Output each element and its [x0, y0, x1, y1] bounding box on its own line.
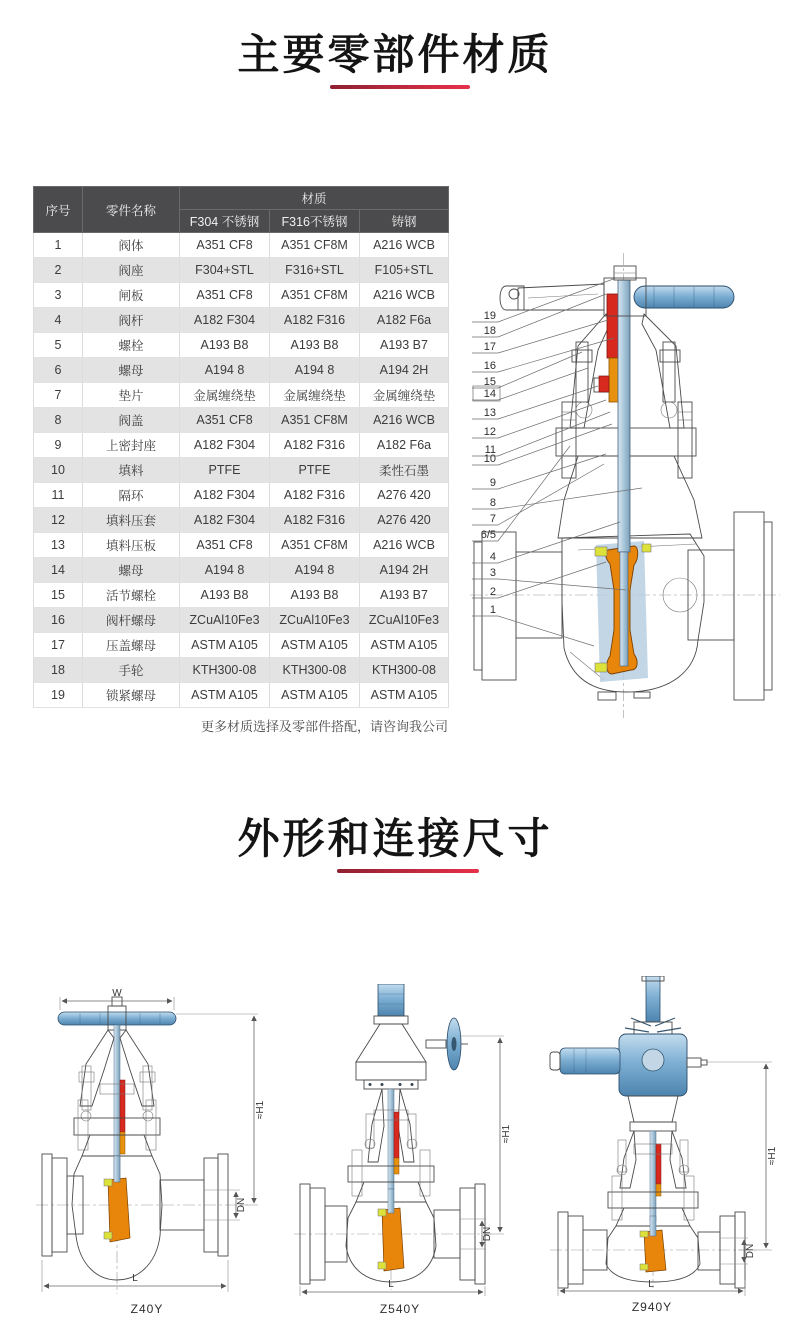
table-cell: A182 F6a [360, 308, 449, 333]
dimensions-title-underline [337, 869, 479, 873]
dimensions-title: 外形和连接尺寸 [237, 815, 553, 862]
dim-l-label: L [132, 1273, 138, 1284]
table-cell: 金属缠绕垫 [270, 383, 360, 408]
table-cell: 阀盖 [83, 408, 180, 433]
table-cell: 4 [34, 308, 83, 333]
drawing-name-z940y: Z940Y [631, 1300, 673, 1314]
table-cell: 阀体 [83, 233, 180, 258]
materials-note: 更多材质选择及零部件搭配，请咨询我公司 [200, 719, 448, 734]
table-cell: A216 WCB [360, 283, 449, 308]
table-cell: ZCuAl10Fe3 [270, 608, 360, 633]
drawing-z40y [22, 984, 272, 1316]
table-cell: PTFE [270, 458, 360, 483]
table-cell: 上密封座 [83, 433, 180, 458]
gate [382, 1208, 404, 1271]
table-cell: A194 8 [270, 358, 360, 383]
table-cell: 19 [34, 683, 83, 708]
electric-actuator [550, 976, 707, 1131]
dim-h1-label: ≈H1 [767, 1146, 778, 1166]
part-number: 10 [483, 453, 496, 465]
table-cell: A216 WCB [360, 233, 449, 258]
table-cell: KTH300-08 [270, 658, 360, 683]
table-row [34, 283, 449, 308]
table-row [34, 458, 449, 483]
table-cell: 闸板 [83, 283, 180, 308]
valve-cross-section-diagram [458, 250, 790, 724]
table-cell: A351 CF8 [180, 233, 270, 258]
table-cell: A193 B8 [180, 583, 270, 608]
table-cell: 9 [34, 433, 83, 458]
table-cell: 16 [34, 608, 83, 633]
table-cell: ASTM A105 [270, 633, 360, 658]
part-number: 16 [483, 360, 496, 372]
part-number: 17 [483, 341, 496, 353]
table-row [34, 233, 449, 258]
seat-ring [595, 663, 607, 672]
table-cell: KTH300-08 [360, 658, 449, 683]
dim-dn-label: DN [236, 1197, 247, 1213]
part-number: 2 [489, 586, 496, 598]
table-cell: 活节螺栓 [83, 583, 180, 608]
dim-h1-label: ≈H1 [255, 1100, 266, 1120]
table-cell: 10 [34, 458, 83, 483]
stem [618, 280, 630, 552]
table-cell: A351 CF8 [180, 533, 270, 558]
table-cell: ASTM A105 [180, 683, 270, 708]
col-header-part: 零件名称 [83, 187, 180, 233]
table-cell: 锁紧螺母 [83, 683, 180, 708]
parts-table-container [33, 186, 448, 708]
table-row [34, 508, 449, 533]
part-number: 12 [483, 426, 496, 438]
table-cell: ASTM A105 [360, 683, 449, 708]
table-cell: 压盖螺母 [83, 633, 180, 658]
table-cell: 3 [34, 283, 83, 308]
part-number: 14 [483, 388, 496, 400]
table-cell: ZCuAl10Fe3 [360, 608, 449, 633]
part-number: 1 [489, 604, 496, 616]
stem [388, 1089, 394, 1189]
table-cell: A193 B8 [270, 333, 360, 358]
part-number: 4 [489, 551, 496, 563]
table-cell: A194 8 [270, 558, 360, 583]
table-cell: A216 WCB [360, 533, 449, 558]
seat-ring [595, 547, 607, 556]
table-cell: F304+STL [180, 258, 270, 283]
table-cell: A182 F304 [180, 483, 270, 508]
table-cell: A193 B7 [360, 333, 449, 358]
table-cell: 手轮 [83, 658, 180, 683]
table-cell: 15 [34, 583, 83, 608]
table-cell: 11 [34, 483, 83, 508]
table-cell: A182 F6a [360, 433, 449, 458]
table-cell: 7 [34, 383, 83, 408]
table-row [34, 433, 449, 458]
drawing-z540y [282, 984, 518, 1316]
table-cell: 18 [34, 658, 83, 683]
col-header-f304: F304 不锈钢 [180, 210, 270, 233]
materials-title: 主要零部件材质 [237, 31, 553, 78]
table-row [34, 383, 449, 408]
dim-w-label: W [112, 988, 122, 999]
table-cell: A351 CF8 [180, 283, 270, 308]
drawing-name-z540y: Z540Y [379, 1302, 421, 1316]
table-cell: 垫片 [83, 383, 180, 408]
part-number: 6/5 [480, 529, 496, 541]
table-cell: ZCuAl10Fe3 [180, 608, 270, 633]
table-row [34, 658, 449, 683]
col-header-no: 序号 [34, 187, 83, 233]
table-cell: 阀杆 [83, 308, 180, 333]
drawing-name-z40y: Z40Y [130, 1302, 164, 1316]
table-cell: KTH300-08 [180, 658, 270, 683]
table-cell: A182 F316 [270, 508, 360, 533]
gland-red [599, 376, 609, 392]
table-cell: A182 F304 [180, 433, 270, 458]
table-cell: A182 F304 [180, 508, 270, 533]
table-row [34, 483, 449, 508]
table-row [34, 683, 449, 708]
table-cell: F316+STL [270, 258, 360, 283]
table-cell: 金属缠绕垫 [180, 383, 270, 408]
table-cell: A194 8 [180, 558, 270, 583]
table-cell: A182 F316 [270, 483, 360, 508]
part-number: 19 [483, 310, 496, 322]
table-cell: 14 [34, 558, 83, 583]
table-cell: 1 [34, 233, 83, 258]
table-cell: 12 [34, 508, 83, 533]
part-number: 9 [489, 477, 496, 489]
table-cell: A216 WCB [360, 408, 449, 433]
parts-table-body [34, 233, 449, 708]
table-cell: A351 CF8M [270, 408, 360, 433]
table-row [34, 633, 449, 658]
table-row [34, 583, 449, 608]
table-cell: A351 CF8M [270, 283, 360, 308]
table-cell: ASTM A105 [270, 683, 360, 708]
table-row [34, 333, 449, 358]
dim-l-label: L [388, 1279, 394, 1290]
table-cell: A351 CF8 [180, 408, 270, 433]
table-row [34, 358, 449, 383]
bevel-gear-actuator [356, 984, 468, 1089]
stem [650, 1131, 656, 1221]
part-number: 3 [489, 567, 496, 579]
table-cell: A194 8 [180, 358, 270, 383]
table-cell: A182 F304 [180, 308, 270, 333]
table-cell: A351 CF8M [270, 533, 360, 558]
parts-table [33, 186, 449, 708]
table-cell: A276 420 [360, 508, 449, 533]
motor [560, 1048, 620, 1074]
table-cell: 2 [34, 258, 83, 283]
table-row [34, 408, 449, 433]
table-cell: 填料压套 [83, 508, 180, 533]
part-number: 18 [483, 325, 496, 337]
table-cell: 螺栓 [83, 333, 180, 358]
table-cell: 填料压板 [83, 533, 180, 558]
table-cell: 螺母 [83, 358, 180, 383]
dim-h1-label: ≈H1 [501, 1124, 512, 1144]
table-cell: 阀杆螺母 [83, 608, 180, 633]
dim-dn-label: DN [745, 1243, 756, 1259]
table-cell: 阀座 [83, 258, 180, 283]
table-cell: 柔性石墨 [360, 458, 449, 483]
dim-dn-label: DN [482, 1226, 493, 1242]
col-header-material: 材质 [180, 187, 449, 210]
part-number: 15 [483, 376, 496, 388]
dim-l-label: L [648, 1279, 654, 1290]
table-cell: 隔环 [83, 483, 180, 508]
parts-table-header [34, 187, 449, 233]
part-number: 11 [484, 444, 496, 456]
col-header-f316: F316不锈钢 [270, 210, 360, 233]
stem-red-detail [120, 1080, 125, 1132]
table-cell: 螺母 [83, 558, 180, 583]
table-cell: A193 B8 [180, 333, 270, 358]
table-cell: A194 2H [360, 358, 449, 383]
col-header-cast-steel: 铸钢 [360, 210, 449, 233]
table-row [34, 608, 449, 633]
table-cell: 6 [34, 358, 83, 383]
part-number: 8 [489, 497, 496, 509]
materials-title-underline [330, 85, 470, 89]
table-cell: 5 [34, 333, 83, 358]
table-cell: A351 CF8M [270, 233, 360, 258]
table-cell: A194 2H [360, 558, 449, 583]
drawing-z940y [522, 976, 782, 1314]
stem-nut-red [607, 294, 619, 358]
table-cell: 填料 [83, 458, 180, 483]
table-cell: ASTM A105 [180, 633, 270, 658]
table-cell: 13 [34, 533, 83, 558]
table-cell: A182 F316 [270, 308, 360, 333]
table-cell: F105+STL [360, 258, 449, 283]
handwheel [58, 1012, 176, 1025]
table-cell: PTFE [180, 458, 270, 483]
table-row [34, 308, 449, 333]
table-cell: 金属缠绕垫 [360, 383, 449, 408]
table-cell: A182 F316 [270, 433, 360, 458]
table-row [34, 258, 449, 283]
packing-orange [609, 358, 619, 402]
table-cell: 17 [34, 633, 83, 658]
table-cell: A193 B8 [270, 583, 360, 608]
table-cell: A276 420 [360, 483, 449, 508]
table-cell: ASTM A105 [360, 633, 449, 658]
table-cell: 8 [34, 408, 83, 433]
table-cell: A193 B7 [360, 583, 449, 608]
part-number: 13 [483, 407, 496, 419]
table-row [34, 533, 449, 558]
table-row [34, 558, 449, 583]
part-number: 7 [489, 513, 496, 525]
